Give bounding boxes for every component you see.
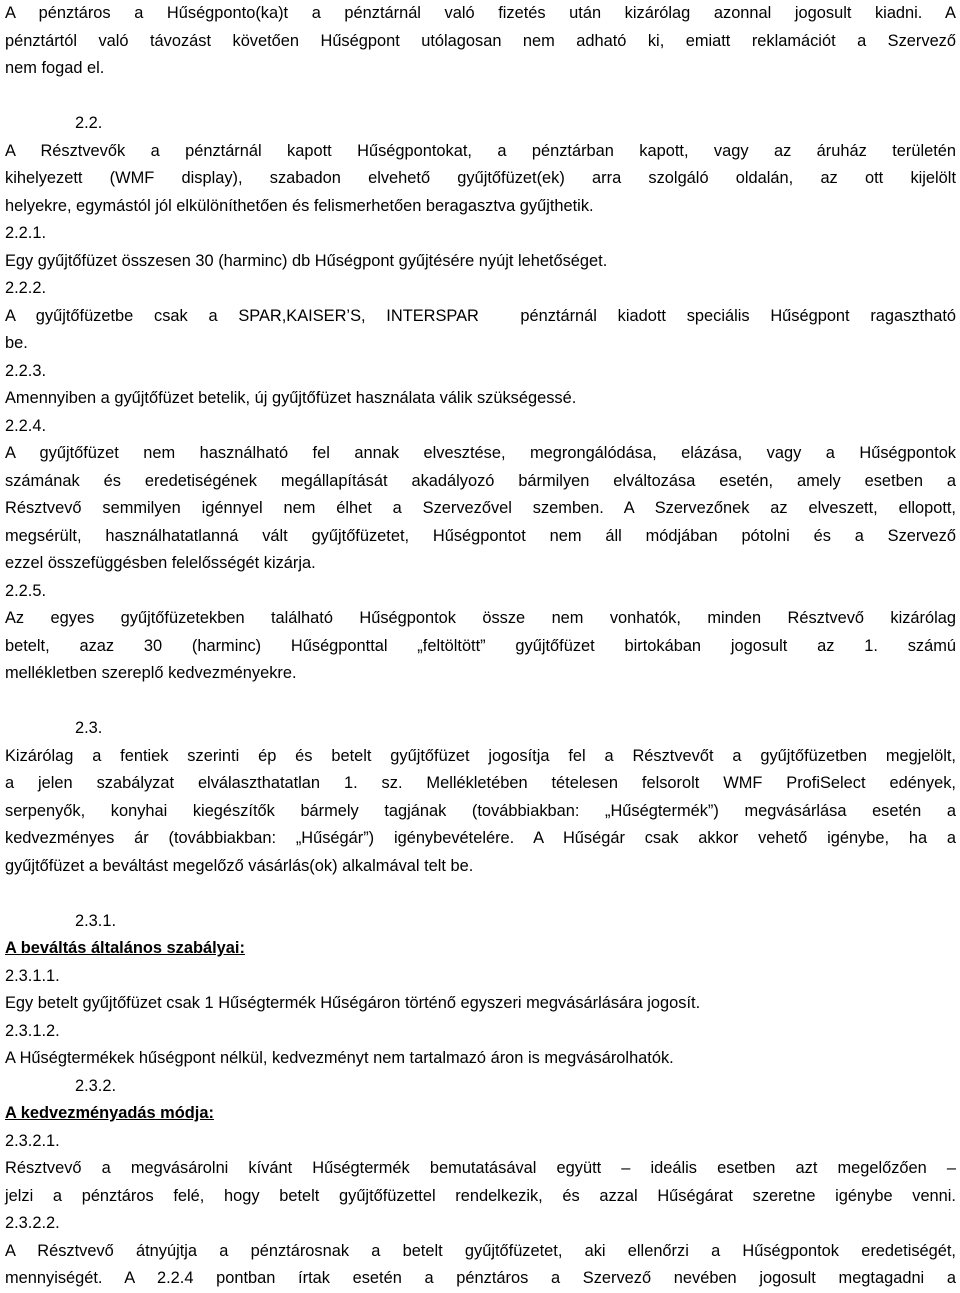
paragraph-line: Az egyes gyűjtőfüzetekben található Hűségpontok össze nem vonhatók, minden Résztvevő kizárólag bbox=[5, 609, 956, 627]
paragraph-spacer bbox=[5, 688, 956, 716]
paragraph-line: A gyűjtőfüzetbe csak a SPAR,KAISER’S, INTERSPAR pénztárnál kiadott speciális Hűségpont ragasztható bbox=[5, 306, 956, 325]
paragraph-line: kihelyezett (WMF display), szabadon elvehető gyűjtőfüzet(ek) arra szolgáló oldalán, az ott kijelölt bbox=[5, 169, 956, 187]
section-number: 2.2. bbox=[75, 114, 103, 132]
paragraph-line: A pénztáros a Hűségponto(ka)t a pénztárnál való fizetés után kizárólag azonnal jogosult kiadni. A bbox=[5, 4, 956, 22]
paragraph-line: A Résztvevők a pénztárnál kapott Hűségpontokat, a pénztárban kapott, vagy az áruház területén bbox=[5, 141, 956, 160]
paragraph-line: 2.2.2. bbox=[5, 279, 47, 297]
paragraph-line: gyűjtőfüzet a beváltást megelőző vásárlás(ok) alkalmával telt be. bbox=[5, 856, 474, 875]
paragraph-line: Résztvevő semmilyen igénnyel nem élhet a Szervezővel szemben. A Szervezőnek az elveszett, ellopott, bbox=[5, 499, 956, 517]
paragraph-spacer bbox=[5, 880, 956, 908]
document-body bbox=[5, 0, 956, 1293]
section-number: 2.3.2. bbox=[75, 1076, 117, 1095]
paragraph-line: Amennyiben a gyűjtőfüzet betelik, új gyűjtőfüzet használata válik szükségessé. bbox=[5, 389, 577, 407]
paragraph-line: be. bbox=[5, 334, 28, 352]
paragraph-line: 2.2.5. bbox=[5, 581, 47, 600]
paragraph-line: 2.2.3. bbox=[5, 361, 47, 380]
paragraph-line: Egy gyűjtőfüzet összesen 30 (harminc) db Hűségpont gyűjtésére nyújt lehetőséget. bbox=[5, 251, 608, 270]
paragraph-spacer bbox=[5, 83, 956, 111]
paragraph-line: A Hűségtermékek hűségpont nélkül, kedvezményt nem tartalmazó áron is megvásárolhatók. bbox=[5, 1049, 674, 1067]
paragraph-line: ezzel összefüggésben felelősségét kizárja. bbox=[5, 554, 316, 572]
paragraph-line: mellékletben szereplő kedvezményekre. bbox=[5, 664, 297, 682]
paragraph-line: serpenyők, konyhai kiegészítők bármely tagjának (továbbiakban: „Hűségtermék”) megvásárlása esetén a bbox=[5, 801, 956, 820]
paragraph-line: jelzi a pénztáros felé, hogy betelt gyűjtőfüzettel rendelkezik, és azzal Hűségárat szeretne igénybe venni. bbox=[5, 1186, 956, 1205]
section-heading: A beváltás általános szabályai: bbox=[5, 939, 245, 957]
paragraph-line: A gyűjtőfüzet nem használható fel annak elvesztése, megrongálódása, elázása, vagy a Hűségpontok bbox=[5, 444, 956, 462]
paragraph-line: pénztártól való távozást követően Hűségpont utólagosan nem adható ki, emiatt reklamációt a Szervező bbox=[5, 31, 956, 50]
paragraph-line: betelt, azaz 30 (harminc) Hűségponttal „feltöltött” gyűjtőfüzet birtokában jogosult az 1. számú bbox=[5, 636, 956, 655]
paragraph-line: megsérült, használhatatlanná vált gyűjtőfüzetet, Hűségpontot nem áll módjában pótolni és a Szervező bbox=[5, 526, 956, 545]
section-heading: A kedvezményadás módja: bbox=[5, 1104, 214, 1122]
paragraph-line: a jelen szabályzat elválaszthatatlan 1. sz. Mellékletében tételesen felsorolt WMF ProfiSelect edények, bbox=[5, 774, 956, 792]
paragraph-line: A Résztvevő átnyújtja a pénztárosnak a betelt gyűjtőfüzetet, aki ellenőrzi a Hűségpontok eredetiségét, bbox=[5, 1241, 956, 1260]
section-number: 2.3.1. bbox=[75, 911, 117, 930]
paragraph-line: mennyiségét. A 2.2.4 pontban írtak esetén a pénztáros a Szervező nevében jogosult megtagadni a bbox=[5, 1269, 956, 1287]
paragraph-line: 2.3.2.1. bbox=[5, 1131, 60, 1150]
paragraph-line: 2.3.1.2. bbox=[5, 1021, 60, 1040]
paragraph-line: számának és eredetiségének megállapítását akadályozó bármilyen elváltozása esetén, amely esetben a bbox=[5, 471, 956, 490]
paragraph-line: kedvezményes ár (továbbiakban: „Hűségár”) igénybevételére. A Hűségár csak akkor vehető igénybe, ha a bbox=[5, 829, 956, 847]
paragraph-line: Résztvevő a megvásárolni kívánt Hűségtermék bemutatásával együtt – ideális esetben azt megelőzően – bbox=[5, 1159, 956, 1177]
paragraph-line: helyekre, egymástól jól elkülöníthetően és felismerhetően beragasztva gyűjthetik. bbox=[5, 196, 594, 215]
paragraph-line: 2.3.2.2. bbox=[5, 1214, 60, 1232]
paragraph-line: nem fogad el. bbox=[5, 59, 105, 77]
paragraph-line: Kizárólag a fentiek szerinti ép és betelt gyűjtőfüzet jogosítja fel a Résztvevőt a gyűjtőfüzetben megjelölt, bbox=[5, 746, 956, 765]
paragraph-line: Egy betelt gyűjtőfüzet csak 1 Hűségtermék Hűségáron történő egyszeri megvásárlására jogosít. bbox=[5, 994, 701, 1012]
paragraph-line: 2.3.1.1. bbox=[5, 966, 60, 985]
section-number: 2.3. bbox=[75, 719, 103, 737]
paragraph-line: 2.2.4. bbox=[5, 416, 47, 435]
paragraph-line: 2.2.1. bbox=[5, 224, 47, 242]
